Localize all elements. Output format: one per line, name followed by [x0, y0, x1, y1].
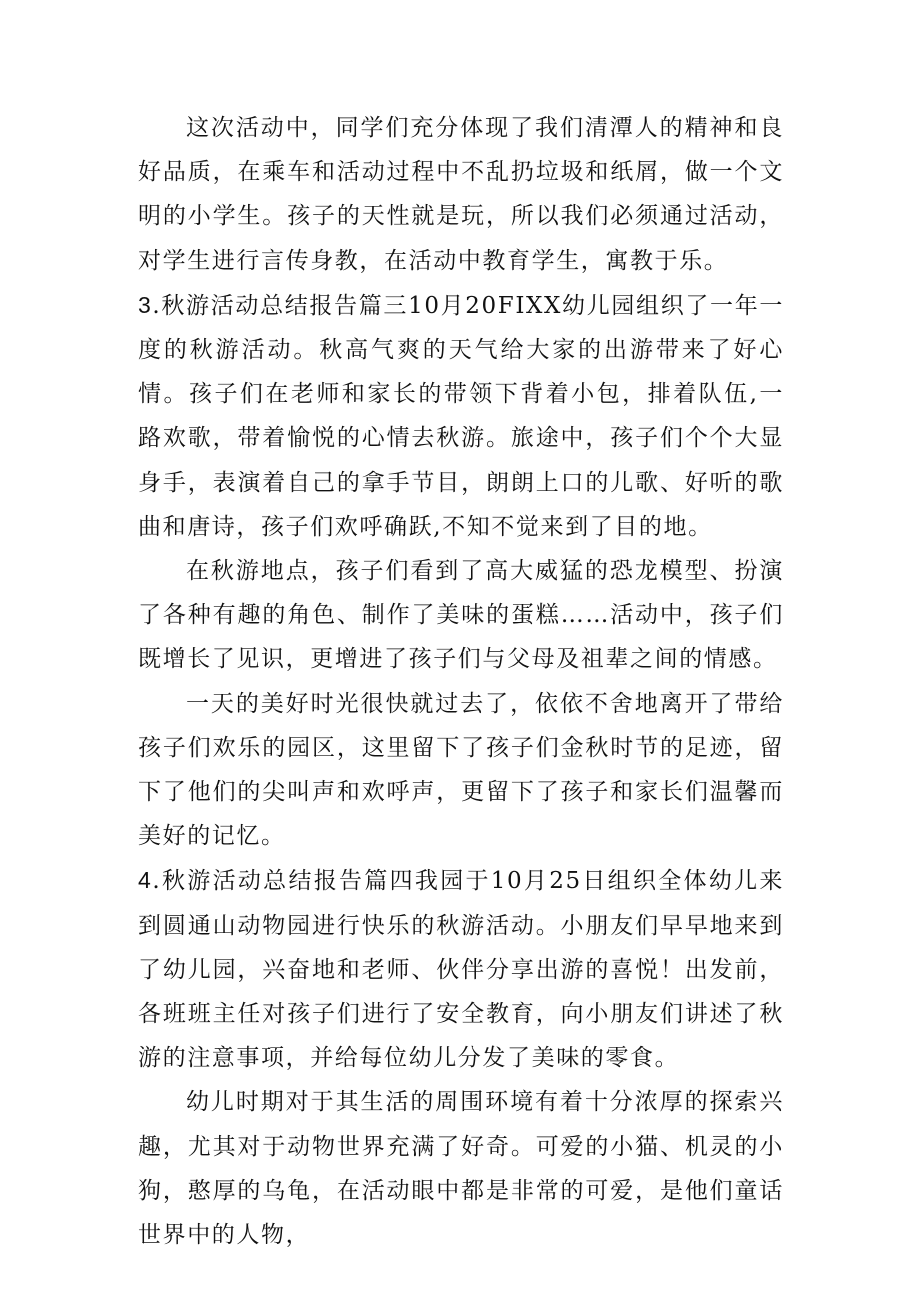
paragraph-activity-summary: 这次活动中，同学们充分体现了我们清潭人的精神和良好品质，在乘车和活动过程中不乱扔垃圾和纸屑，做一个文明的小学生。孩子的天性就是玩，所以我们必须通过活动，对学生进行言传身教，在活动中教育学生，寓教于乐。	[138, 115, 784, 274]
section-3-paragraph	[138, 283, 784, 549]
section-4-text: .秋游活动总结报告篇四我园于10月25日组织全体幼儿来到圆通山动物园进行快乐的秋游活动。小朋友们早早地来到了幼儿园，兴奋地和老师、伙伴分享出游的喜悦！出发前，各班班主任对孩子们进行了安全教育，向小朋友们讲述了秋游的注意事项，并给每位幼儿分发了美味的零食。	[138, 868, 784, 1072]
paragraph-autumn-location: 在秋游地点，孩子们看到了高大威猛的恐龙模型、扮演了各种有趣的角色、制作了美味的蛋糕……活动中，孩子们既增长了见识，更增进了孩子们与父母及祖辈之间的情感。	[138, 558, 784, 673]
section-4-paragraph	[138, 858, 784, 1080]
section-3-number: 3	[138, 291, 153, 318]
section-4-number: 4	[138, 867, 153, 894]
section-3-text: .秋游活动总结报告篇三10月20FIXX幼儿园组织了一年一度的秋游活动。秋高气爽的天气给大家的出游带来了好心情。孩子们在老师和家长的带领下背着小包，排着队伍,一路欢歌，带着愉悦的心情去秋游。旅途中，孩子们个个大显身手，表演着自己的拿手节目，朗朗上口的儿歌、好听的歌曲和唐诗，孩子们欢呼确跃,不知不觉来到了目的地。	[138, 292, 784, 540]
document-body	[138, 106, 784, 1257]
paragraph-happy-day: 一天的美好时光很快就过去了，依依不舍地离开了带给孩子们欢乐的园区，这里留下了孩子们金秋时节的足迹，留下了他们的尖叫声和欢呼声，更留下了孩子和家长们温馨而美好的记忆。	[138, 690, 784, 850]
paragraph-childhood-interest: 幼儿时期对于其生活的周围环境有着十分浓厚的探索兴趣，尤其对于动物世界充满了好奇。可爱的小猫、机灵的小狗，憨厚的乌龟，在活动眼中都是非常的可爱，是他们童话世界中的人物，	[138, 1089, 784, 1249]
